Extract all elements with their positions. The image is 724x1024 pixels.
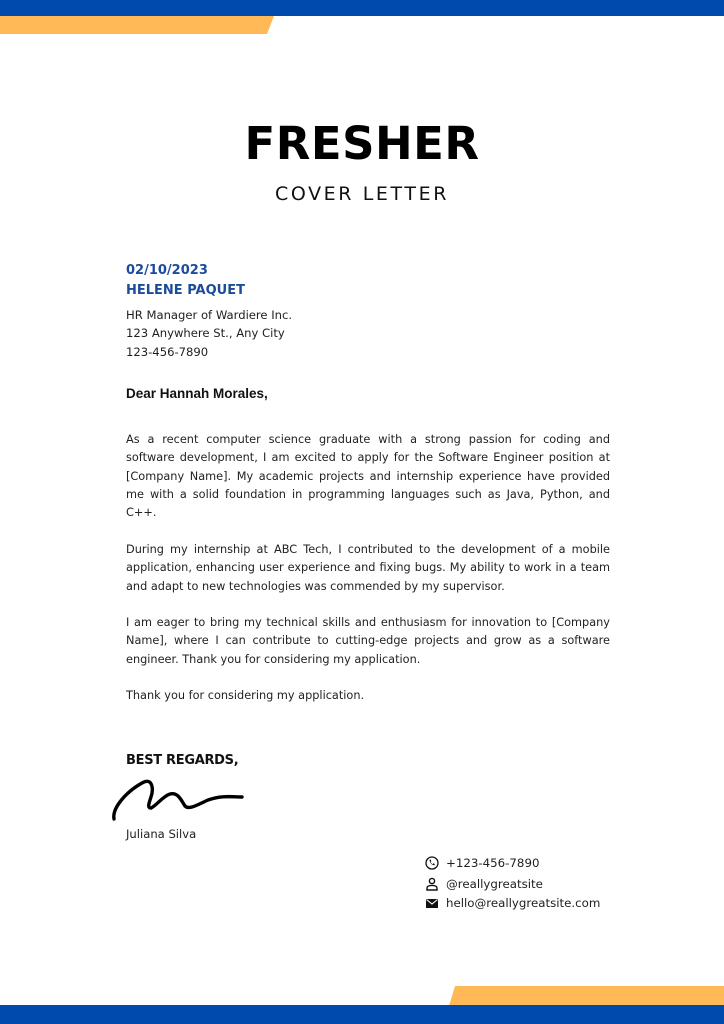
body-paragraph-2: During my internship at ABC Tech, I contributed to the development of a mobile application, enhancing user experience and fixing bugs. My ability to work in a team and adapt to new technologies was commended by my supervisor. — [126, 543, 610, 593]
envelope-icon — [425, 896, 439, 910]
page-subtitle: COVER LETTER — [274, 183, 449, 205]
recipient-phone: 123-456-7890 — [126, 345, 209, 359]
recipient-name: HELENE PAQUET — [126, 283, 245, 298]
contact-phone — [425, 854, 539, 872]
signer-name: Juliana Silva — [126, 827, 197, 841]
top-blue-bar — [0, 0, 724, 16]
top-orange-accent — [0, 16, 274, 34]
user-icon — [425, 877, 439, 891]
bottom-blue-bar — [0, 1005, 724, 1024]
recipient-address: 123 Anywhere St., Any City — [126, 326, 285, 340]
body-paragraph-3: I am eager to bring my technical skills and enthusiasm for innovation to [Company Name], where I can contribute to cutting-edge projects and grow as a software engineer. Thank you for considering my application. — [126, 616, 610, 666]
contact-phone-text: +123-456-7890 — [446, 856, 540, 870]
letter-date: 02/10/2023 — [126, 263, 208, 278]
page-title: FRESHER — [244, 117, 480, 170]
body-paragraph-1: As a recent computer science graduate with a strong passion for coding and software development, I am excited to apply for the Software Engineer position at [Company Name]. My academic projects and internship experience have provided me with a solid foundation in programming languages such as Java, Python, and C++. — [126, 433, 610, 520]
bottom-orange-accent — [449, 986, 724, 1006]
phone-icon — [425, 856, 439, 870]
salutation: Dear Hannah Morales, — [126, 386, 268, 401]
contact-email — [425, 894, 600, 912]
contact-email-text: hello@reallygreatsite.com — [446, 896, 601, 910]
closing: BEST REGARDS, — [126, 753, 239, 768]
body-paragraph-4: Thank you for considering my application. — [126, 689, 365, 702]
recipient-title: HR Manager of Wardiere Inc. — [126, 308, 293, 322]
contact-social — [425, 875, 543, 893]
contact-social-text: @reallygreatsite — [446, 877, 543, 891]
